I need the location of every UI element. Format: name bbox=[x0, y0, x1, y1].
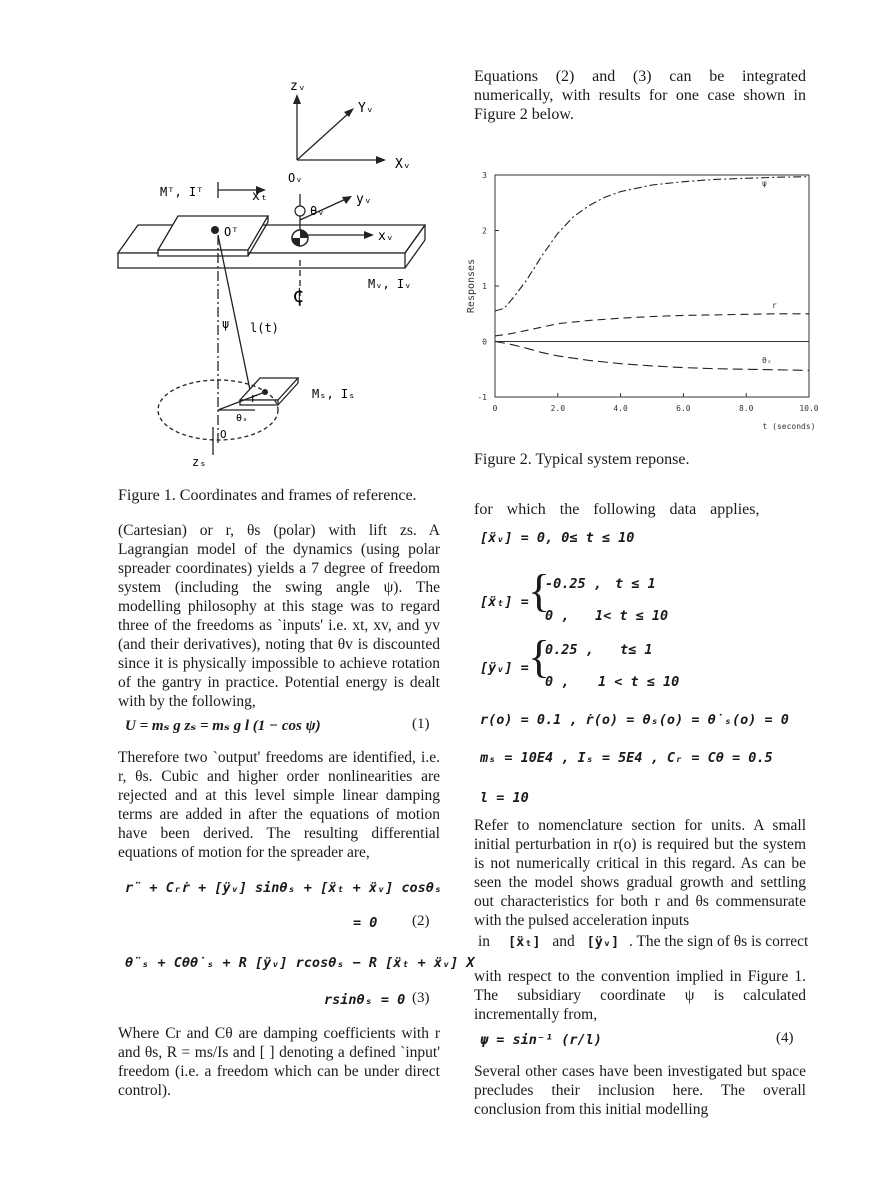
right-intro: Equations (2) and (3) can be integrated numerically, with results for one case shown in Figure 2 below. bbox=[474, 68, 806, 123]
x-tick-label: 10.0 bbox=[799, 404, 819, 413]
data-yv-a-cond: t≤ 1 bbox=[620, 642, 653, 658]
figure-1-caption: Figure 1. Coordinates and frames of reference. bbox=[118, 487, 417, 504]
right-paragraph-6: Several other cases have been investigated but space precludes their inclusion here. The overall conclusion from this initial modelling bbox=[474, 1063, 806, 1118]
equation-4-number: (4) bbox=[776, 1030, 794, 1046]
equation-2-line-1: r̈ + Cᵣṙ + [ÿᵥ] sinθₛ + [ẍₜ + ẍᵥ] cosθₛ bbox=[125, 880, 442, 896]
figure-2-chart bbox=[462, 160, 822, 445]
data-yv-a: 0.25 , bbox=[545, 642, 594, 658]
data-xt-a-cond: t ≤ 1 bbox=[615, 576, 656, 592]
series-label-0: ψ bbox=[762, 179, 767, 188]
y-tick-label: -1 bbox=[477, 393, 487, 402]
label-zv: zᵥ bbox=[290, 79, 306, 94]
equation-4: ψ = sin⁻¹ (r/l) bbox=[480, 1032, 602, 1048]
and-word: and bbox=[552, 933, 575, 950]
x-tick-label: 6.0 bbox=[676, 404, 691, 413]
x-tick-label: 0 bbox=[492, 404, 498, 413]
sign-text: . The the sign of θs is correct bbox=[628, 933, 809, 950]
label-ov: Oᵥ bbox=[288, 171, 303, 185]
brace-xt: { bbox=[528, 565, 551, 616]
label-cl: ¢ bbox=[292, 283, 305, 307]
figure-1-diagram bbox=[110, 70, 450, 475]
data-xt-b-cond: 1< t ≤ 10 bbox=[595, 608, 669, 624]
y-tick-label: 2 bbox=[482, 226, 487, 236]
y-axis-label: Responses bbox=[466, 258, 477, 314]
label-yv-top: Yᵥ bbox=[358, 101, 374, 116]
label-r: r bbox=[250, 391, 258, 405]
data-line-4: r(o) = 0.1 , ṙ(o) = θₛ(o) = θ̇ₛ(o) = 0 bbox=[480, 712, 789, 728]
y-tick-label: 3 bbox=[482, 171, 487, 180]
right-paragraph-5: with respect to the convention implied in Figure 1. The subsidiary coordinate ψ is calculated incrementally from, bbox=[474, 968, 806, 1023]
data-yv-b-cond: 1 < t ≤ 10 bbox=[598, 674, 680, 690]
data-line-5: mₛ = 10E4 , Iₛ = 5E4 , Cᵣ = Cθ = 0.5 bbox=[480, 750, 773, 766]
label-xt: xₜ bbox=[252, 189, 268, 204]
figure-2-caption: Figure 2. Typical system reponse. bbox=[474, 451, 690, 468]
series-label-2: θₛ bbox=[762, 356, 772, 365]
equation-3-line-2: rsinθₛ = 0 bbox=[324, 992, 406, 1008]
label-zs: zₛ bbox=[192, 455, 207, 469]
data-xt-label: [ẍₜ] = bbox=[480, 594, 529, 610]
inline-yv: [ÿᵥ] bbox=[586, 934, 620, 950]
data-yv-label: [ÿᵥ] = bbox=[480, 660, 529, 676]
equation-1-number: (1) bbox=[412, 716, 430, 732]
x-tick-label: 2.0 bbox=[550, 404, 566, 413]
label-psi: ψ bbox=[222, 317, 230, 331]
equation-3-line-1: θ̈ₛ + Cθθ̇ₛ + R [ÿᵥ] rcosθₛ − R [ẍₜ + ẍᵥ] X bbox=[125, 955, 475, 971]
label-o: O bbox=[220, 428, 227, 441]
inline-input-line bbox=[478, 933, 808, 951]
right-paragraph-4: Refer to nomenclature section for units. A small initial perturbation in r(o) is required but the system is not numerically critical in this regard. As can be seen the model shows gradual growth and settling out characteristics for both r and θs commensurate with the pulsed acceleration inputs bbox=[474, 817, 806, 929]
label-ms-is: Mₛ, Iₛ bbox=[312, 387, 356, 401]
label-theta-v: θᵥ bbox=[310, 204, 325, 218]
left-paragraph-3: Where Cr and Cθ are damping coefficients with r and θs, R = ms/Is and [ ] denoting a defined `input' freedom (i.e. a freedom which can be under direct control). bbox=[118, 1025, 440, 1099]
inline-xt: [ẍₜ] bbox=[507, 934, 541, 950]
series-line-0 bbox=[495, 177, 809, 311]
series-line-1 bbox=[495, 314, 809, 336]
label-xv-top: Xᵥ bbox=[395, 157, 411, 172]
label-ot: Oᵀ bbox=[224, 225, 239, 239]
equation-1: U = mₛ g zₛ = mₛ g l (1 − cos ψ) bbox=[125, 718, 321, 734]
equation-3-number: (3) bbox=[412, 990, 430, 1006]
data-yv-b: 0 , bbox=[545, 674, 570, 690]
data-xt-b: 0 , bbox=[545, 608, 570, 624]
data-line-1: [ẍᵥ] = 0, 0≤ t ≤ 10 bbox=[480, 530, 635, 546]
label-mv-iv: Mᵥ, Iᵥ bbox=[368, 277, 412, 291]
x-tick-label: 8.0 bbox=[738, 404, 754, 413]
label-xv: xᵥ bbox=[378, 229, 394, 244]
equation-2-line-2: = 0 bbox=[353, 915, 378, 931]
x-tick-label: 4.0 bbox=[613, 404, 628, 413]
data-intro: for which the following data applies, bbox=[474, 501, 760, 518]
brace-yv: { bbox=[528, 631, 551, 682]
x-axis-label: t (seconds) bbox=[762, 422, 816, 431]
label-mt-it: Mᵀ, Iᵀ bbox=[160, 185, 204, 199]
label-theta-s: θₛ bbox=[236, 413, 249, 424]
left-paragraph-2: Therefore two `output' freedoms are identified, i.e. r, θs. Cubic and higher order nonlinearities are rejected and at this level simple linear damping terms are added in after the equations of motion have been derived. The resulting differential equations of motion for the spreader are, bbox=[118, 749, 440, 861]
y-tick-label: 1 bbox=[482, 282, 487, 291]
data-xt-a: -0.25 , bbox=[545, 576, 602, 592]
equation-2-number: (2) bbox=[412, 913, 430, 929]
data-line-6: l = 10 bbox=[480, 790, 529, 806]
y-tick-label: 0 bbox=[482, 337, 487, 347]
series-label-1: r bbox=[772, 301, 777, 310]
left-paragraph-1: (Cartesian) or r, θs (polar) with lift zs. A Lagrangian model of the dynamics (using polar spreader coordinates) yields a 7 degree of freedom system (including the swing angle ψ). The modelling philosophy at this stage was to regard three of the freedoms as `inputs' i.e. xt, xv, and yv (and their derivatives), noting that θv is discounted since it is physically impossible to achieve rotation of the gantry in practice. Potential energy is dealt with by the following, bbox=[118, 522, 440, 710]
label-lt: l(t) bbox=[250, 321, 279, 335]
in-word: in bbox=[478, 933, 491, 950]
label-yv: yᵥ bbox=[356, 192, 372, 207]
